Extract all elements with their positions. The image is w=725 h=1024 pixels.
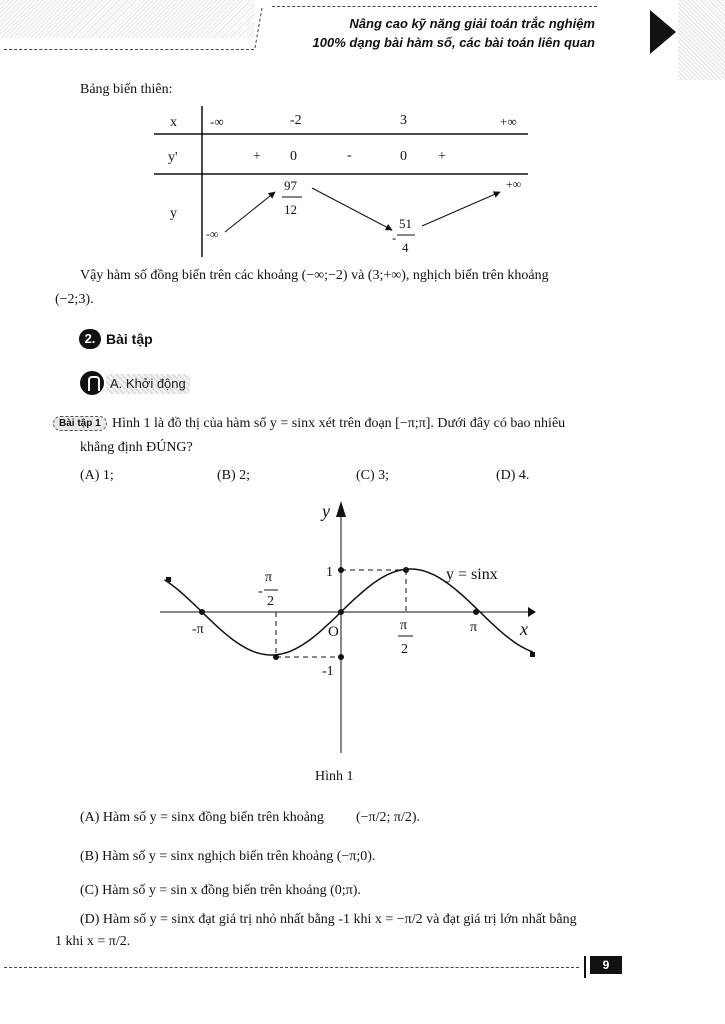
half-pi-num: π <box>400 618 408 633</box>
section-a-title: A. Khởi động <box>106 374 190 394</box>
runner-figure <box>88 376 100 391</box>
row-y-min-den: 4 <box>402 240 409 255</box>
header-corner-pattern-right <box>678 0 725 80</box>
arrow-up-1 <box>225 192 275 232</box>
point-max <box>403 567 409 573</box>
point-pi <box>473 609 479 615</box>
row-y-min-num: 51 <box>399 216 412 231</box>
arrow-down <box>312 188 392 230</box>
row-y-end: +∞ <box>506 177 522 191</box>
figure-caption: Hình 1 <box>315 769 354 784</box>
bbt-label: Bảng biến thiên: <box>80 82 173 97</box>
row-y-max-num: 97 <box>284 178 297 193</box>
conclusion-line-2: (−2;3). <box>55 292 94 307</box>
neg-half-pi-num: π <box>265 570 273 585</box>
footer-divider <box>4 967 579 968</box>
row-x-label: x <box>170 115 177 130</box>
option-b: (B) 2; <box>217 468 251 483</box>
origin-label: O <box>328 624 339 640</box>
row-dy-s2: - <box>347 148 352 163</box>
variation-table <box>150 102 530 260</box>
row-dy-z1: 0 <box>290 149 297 164</box>
option-a: (A) 1; <box>80 468 114 483</box>
row-dy-label: y' <box>168 150 178 165</box>
exercise-line-1: Hình 1 là đồ thị của hàm số y = sinx xét trên đoạn [−π;π]. Dưới đây có bao nhiêu <box>112 416 566 431</box>
header-line-1: Nâng cao kỹ năng giải toán trắc nghiệm <box>349 16 595 31</box>
row-dy-z2: 0 <box>400 149 407 164</box>
page-number: 9 <box>590 956 622 974</box>
row-dy-s3: + <box>438 149 446 164</box>
row-y-max-den: 12 <box>284 202 297 217</box>
row-y-min-sign: - <box>392 230 397 245</box>
section-title: Bài tập <box>106 331 153 347</box>
header-corner-pattern <box>0 0 255 38</box>
row-x-v4: +∞ <box>500 114 517 129</box>
statement-a-interval: (−π/2; π/2). <box>356 810 421 825</box>
neg-half-pi-den: 2 <box>267 594 274 609</box>
option-c: (C) 3; <box>356 468 390 483</box>
row-x-v2: -2 <box>290 113 302 128</box>
sine-graph <box>150 495 550 760</box>
y-axis-arrow <box>336 501 346 517</box>
statement-b: (B) Hàm số y = sinx nghịch biến trên khoảng (−π;0). <box>80 849 376 864</box>
header-line-2: 100% dạng bài hàm số, các bài toán liên quan <box>312 35 595 50</box>
statement-a-text: (A) Hàm số y = sinx đồng biến trên khoảng <box>80 810 324 825</box>
footer-tick <box>584 956 586 978</box>
statement-c: (C) Hàm số y = sin x đồng biến trên khoảng (0;π). <box>80 883 361 898</box>
x-axis-label: x <box>520 619 528 639</box>
section-number-badge: 2. <box>79 329 101 349</box>
header-arrow-icon <box>650 10 676 54</box>
row-y-label: y <box>170 206 177 221</box>
arrow-up-2 <box>422 192 500 226</box>
pi-label: π <box>470 620 478 635</box>
func-label: y = sinx <box>446 566 498 583</box>
neg-pi-label: -π <box>192 622 204 637</box>
point-y-one <box>338 567 344 573</box>
row-x-v1: -∞ <box>210 114 224 129</box>
statement-d-line-1: (D) Hàm số y = sinx đạt giá trị nhỏ nhất bằng -1 khi x = −π/2 và đạt giá trị lớn nhất bằng <box>80 912 577 927</box>
row-y-start: -∞ <box>206 227 219 241</box>
x-axis-arrow <box>528 607 536 617</box>
header-divider-slant <box>254 8 262 48</box>
conclusion-line-1: Vậy hàm số đồng biến trên các khoảng (−∞;−2) và (3;+∞), nghịch biến trên khoảng <box>80 268 549 283</box>
exercise-badge: Bài tập 1 <box>53 416 107 431</box>
half-pi-den: 2 <box>401 642 408 657</box>
one-label: 1 <box>326 565 333 580</box>
option-d: (D) 4. <box>496 468 530 483</box>
point-y-neg-one <box>338 654 344 660</box>
statement-d-line-2: 1 khi x = π/2. <box>55 934 131 949</box>
point-neg-pi <box>199 609 205 615</box>
neg-half-pi-sign: - <box>258 584 263 599</box>
header-divider-top <box>272 6 597 7</box>
header-divider-bottom <box>4 49 254 50</box>
point-origin <box>338 609 344 615</box>
y-axis-label: y <box>322 501 330 521</box>
row-dy-s1: + <box>253 149 261 164</box>
exercise-line-2: khẳng định ĐÚNG? <box>80 440 193 455</box>
endpoint-right <box>530 652 535 657</box>
endpoint-left <box>166 577 171 582</box>
row-x-v3: 3 <box>400 113 407 128</box>
neg-one-label: -1 <box>322 664 334 679</box>
point-min <box>273 654 279 660</box>
